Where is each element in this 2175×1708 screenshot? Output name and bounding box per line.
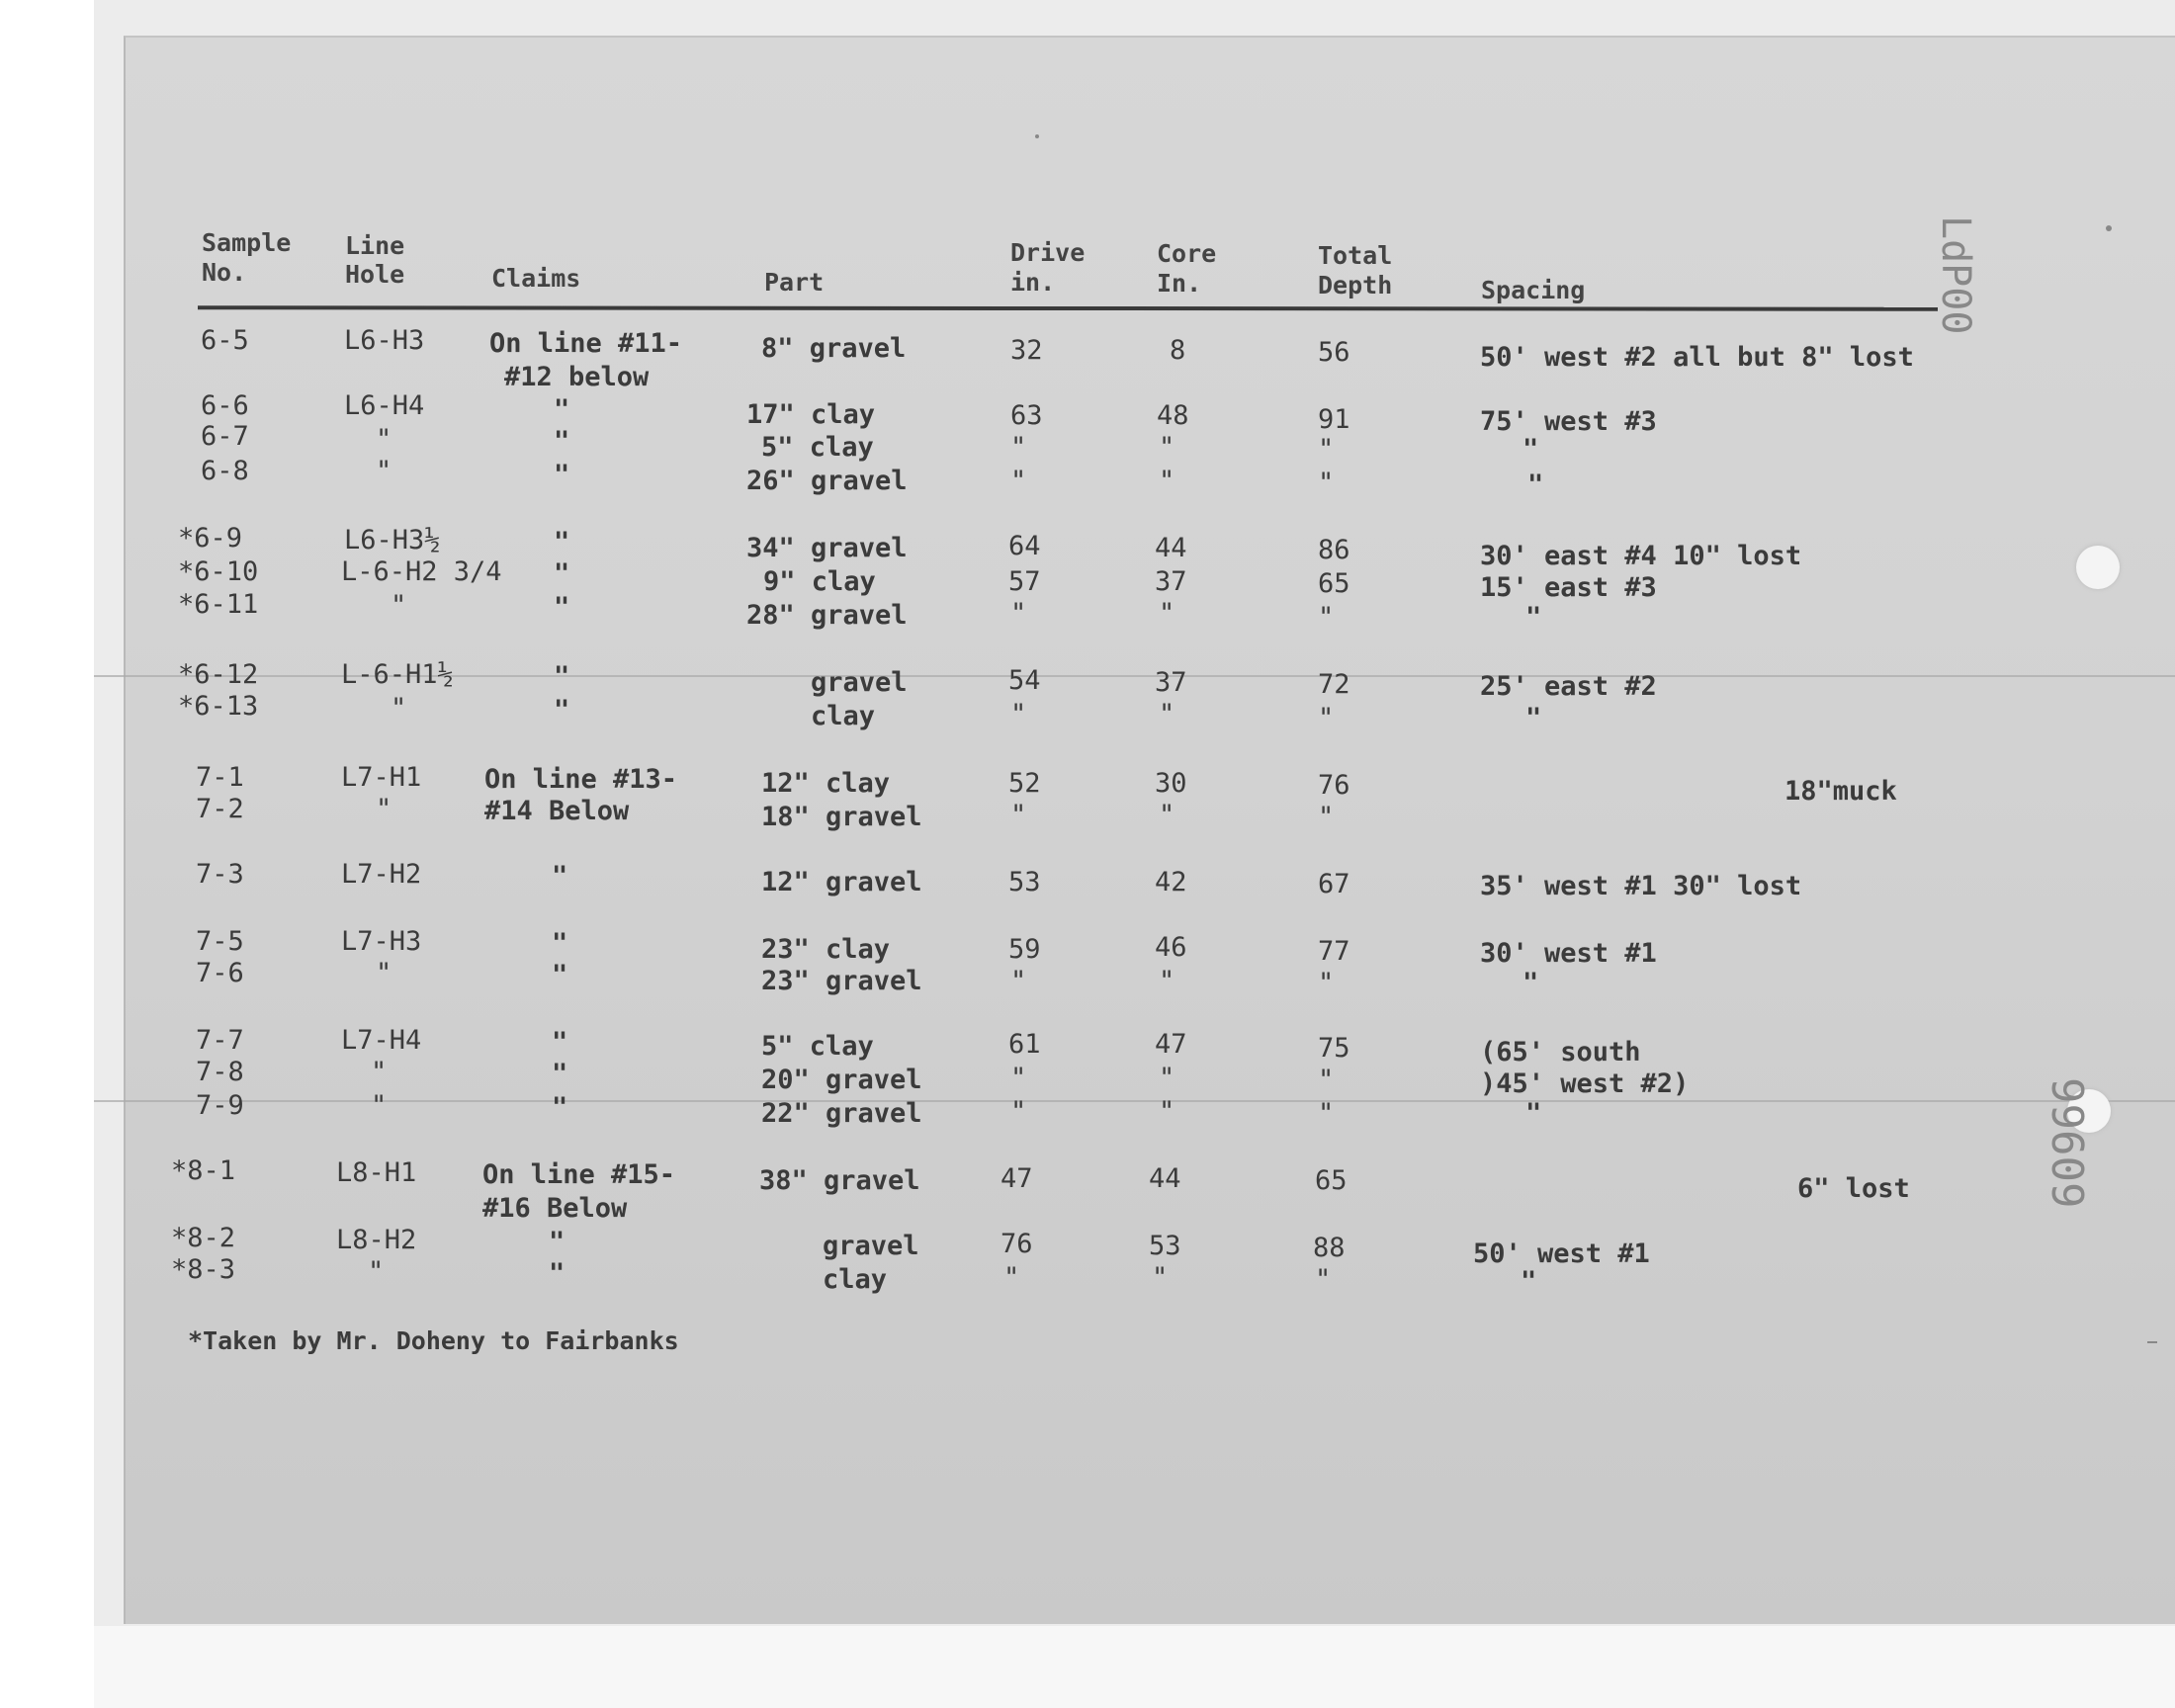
cell-hole: " [376,456,392,486]
cell-claims: " [554,592,570,623]
cell-drive: " [1010,800,1027,830]
cell-spacing: " [1525,602,1542,633]
cell-core: " [1159,699,1175,729]
cell-sample: *6-11 [178,589,259,620]
cell-hole: L8-H1 [336,1157,417,1188]
cell-claims: " [554,460,570,490]
cell-hole: L6-H4 [344,390,425,421]
header-sample-line1: Sample [202,228,292,257]
cell-claims: On line #13- [484,764,678,795]
cell-core: " [1159,432,1175,463]
scan-left-margin [0,0,94,1708]
cell-drive: 52 [1008,768,1041,799]
header-total-line2: Depth [1318,271,1393,299]
cell-total: 65 [1318,568,1350,599]
cell-core: 44 [1155,533,1187,563]
cell-claims: " [554,426,570,457]
cell-core: 37 [1155,667,1187,698]
cell-total: " [1318,602,1335,633]
cell-core: " [1152,1262,1169,1293]
cell-spacing: 50' west #1 [1473,1238,1650,1269]
cell-total: 77 [1318,936,1350,967]
cell-drive: " [1010,1096,1027,1127]
cell-part: 34" gravel [746,533,908,563]
cell-hole: " [376,958,392,988]
cell-sample: *8-1 [171,1155,236,1186]
speck [2106,225,2112,231]
header-core-line1: Core [1157,239,1217,268]
cell-sample: 6-8 [201,456,249,486]
cell-hole: L6-H3½ [344,525,441,555]
document-page [124,36,2175,1624]
cell-sample: *8-3 [171,1254,236,1285]
cell-spacing: 30' west #1 [1480,938,1657,969]
cell-spacing: 35' west #1 30" lost [1480,871,1802,901]
header-spacing: Spacing [1481,276,1586,304]
cell-total: 76 [1318,770,1350,801]
stamp-right: 99609 [2042,1077,2092,1209]
cell-claims: " [554,527,570,557]
cell-sample: 6-7 [201,421,249,452]
cell-total: 86 [1318,535,1350,565]
cell-core: 48 [1157,400,1189,431]
cell-sample: 7-5 [196,926,244,957]
cell-hole: " [391,590,407,621]
cell-part: 18" gravel [761,802,922,832]
cell-part: gravel [823,1231,919,1261]
header-line-hole-line1: Line [345,231,405,260]
header-claims: Claims [491,264,581,293]
cell-part: 8" gravel [761,333,907,364]
cell-part: 12" gravel [761,867,922,897]
cell-part: 12" clay [761,768,891,799]
cell-drive: 61 [1008,1029,1041,1060]
cell-sample: 7-9 [196,1090,244,1121]
cell-spacing: )45' west #2) [1480,1068,1690,1099]
cell-claims: " [552,928,568,959]
cell-total: 88 [1313,1233,1346,1263]
cell-sample: 7-3 [196,859,244,890]
cell-total: " [1315,1264,1332,1295]
cell-claims: " [554,394,570,425]
cell-total: " [1318,1098,1335,1129]
cell-sample: 7-1 [196,762,244,793]
cell-part: gravel [811,667,908,698]
cell-total: " [1318,468,1335,498]
cell-sample: 7-8 [196,1057,244,1087]
cell-note: 18"muck [1784,776,1897,807]
footnote: *Taken by Mr. Doheny to Fairbanks [188,1326,679,1355]
cell-hole: " [391,693,407,724]
cell-spacing: " [1527,470,1544,500]
cell-drive: 54 [1008,665,1041,696]
cell-core: 37 [1155,566,1187,597]
cell-hole: " [371,1090,388,1121]
cell-drive: " [1010,699,1027,729]
cell-hole: L7-H4 [341,1025,422,1056]
cell-spacing: " [1521,1266,1537,1297]
cell-drive: " [1010,966,1027,996]
cell-part: 20" gravel [761,1065,922,1095]
cell-drive: 64 [1008,531,1041,561]
cell-sample: 6-6 [201,390,249,421]
cell-part: clay [823,1264,888,1295]
cell-part: 22" gravel [761,1098,922,1129]
cell-claims: " [554,661,570,692]
cell-core: 53 [1149,1231,1181,1261]
cell-total: 91 [1318,404,1350,435]
cell-claims: " [554,695,570,726]
cell-part: 26" gravel [746,466,908,496]
cell-claims: On line #15- [482,1159,676,1190]
cell-sample: *6-10 [178,556,259,587]
cell-total: 72 [1318,669,1350,700]
header-total-line1: Total [1318,241,1393,270]
cell-part: clay [811,701,876,731]
cell-part: 28" gravel [746,600,908,631]
header-drive-line2: in. [1010,268,1056,297]
header-part: Part [764,268,825,297]
cell-core: " [1159,1096,1175,1127]
cell-note: 6" lost [1797,1173,1910,1204]
cell-spacing: 50' west #2 all but 8" lost [1480,342,1914,373]
cell-part: 5" clay [761,432,874,463]
cell-spacing: " [1522,434,1539,465]
cell-claims: " [552,861,568,892]
cell-drive: " [1010,1063,1027,1093]
cell-claims: " [549,1227,566,1257]
cell-sample: 7-2 [196,794,244,824]
cell-sample: 7-6 [196,958,244,988]
cell-spacing: " [1522,968,1539,998]
header-line-hole-line2: Hole [345,260,405,289]
cell-sample: 6-5 [201,325,249,356]
cell-hole: " [371,1057,388,1087]
cell-drive: 57 [1008,566,1041,597]
cell-drive: " [1010,598,1027,629]
scan-artifact-line [94,1100,2175,1102]
cell-claims: On line #11- [489,328,683,359]
cell-hole: L-6-H1½ [341,659,454,690]
cell-core: 8 [1170,335,1186,366]
header-sample-line2: No. [202,258,247,287]
speck [1035,134,1039,138]
cell-spacing: 30' east #4 10" lost [1480,541,1802,571]
cell-total: " [1318,802,1335,832]
cell-spacing: " [1525,1098,1542,1129]
cell-spacing: 15' east #3 [1480,572,1657,603]
cell-drive: 32 [1010,335,1043,366]
cell-hole: L-6-H2 3/4 [341,556,502,587]
cell-part: 38" gravel [759,1165,920,1196]
cell-hole: L7-H2 [341,859,422,890]
cell-drive: " [1010,466,1027,496]
cell-hole: L6-H3 [344,325,425,356]
header-core-line2: In. [1157,269,1202,298]
punch-hole [2076,546,2120,589]
cell-part: 9" clay [763,566,876,597]
cell-total: " [1318,1065,1335,1095]
cell-hole: L7-H1 [341,762,422,793]
cell-sample: 7-7 [196,1025,244,1056]
cell-total: 56 [1318,337,1350,368]
cell-drive: 59 [1008,934,1041,965]
cell-total: 75 [1318,1033,1350,1064]
cell-claims: " [552,1092,568,1123]
cell-hole: L8-H2 [336,1225,417,1255]
cell-part: 17" clay [746,399,876,430]
cell-claims: " [552,960,568,990]
scan-bottom-margin [94,1626,2175,1708]
cell-core: " [1159,1063,1175,1093]
edge-mark [2147,1341,2157,1343]
cell-hole: " [376,794,392,824]
cell-claims: #16 Below [482,1193,628,1224]
cell-core: 42 [1155,867,1187,897]
cell-total: " [1318,968,1335,998]
cell-claims: " [552,1027,568,1058]
cell-core: " [1159,800,1175,830]
cell-core: 30 [1155,768,1187,799]
header-drive-line1: Drive [1010,238,1086,267]
cell-total: " [1318,434,1335,465]
cell-drive: " [1010,432,1027,463]
cell-claims: #14 Below [484,796,630,826]
cell-part: 23" gravel [761,966,922,996]
cell-total: 65 [1315,1165,1348,1196]
cell-spacing: (65' south [1480,1037,1641,1068]
cell-drive: " [1003,1262,1020,1293]
cell-total: 67 [1318,869,1350,899]
cell-hole: L7-H3 [341,926,422,957]
cell-part: 23" clay [761,934,891,965]
cell-total: " [1318,703,1335,733]
cell-drive: 53 [1008,867,1041,897]
cell-sample: *6-13 [178,691,259,722]
cell-core: 46 [1155,932,1187,963]
stamp-top-right: LdP00 [1933,215,1978,335]
cell-part: 5" clay [761,1031,874,1062]
cell-core: 44 [1149,1163,1181,1194]
cell-core: " [1159,598,1175,629]
cell-sample: *8-2 [171,1223,236,1253]
cell-spacing: 75' west #3 [1480,406,1657,437]
cell-spacing: 25' east #2 [1480,671,1657,702]
cell-claims: " [549,1258,566,1289]
cell-hole: " [376,424,392,455]
cell-sample: *6-9 [178,523,243,554]
cell-claims: " [554,558,570,589]
cell-drive: 47 [1000,1163,1033,1194]
cell-claims: " [552,1059,568,1089]
cell-hole: " [368,1256,385,1287]
cell-drive: 63 [1010,400,1043,431]
cell-claims: #12 below [504,362,650,392]
cell-core: " [1159,466,1175,496]
cell-core: " [1159,966,1175,996]
cell-sample: *6-12 [178,659,259,690]
cell-spacing: " [1525,703,1542,733]
cell-drive: 76 [1000,1229,1033,1259]
cell-core: 47 [1155,1029,1187,1060]
